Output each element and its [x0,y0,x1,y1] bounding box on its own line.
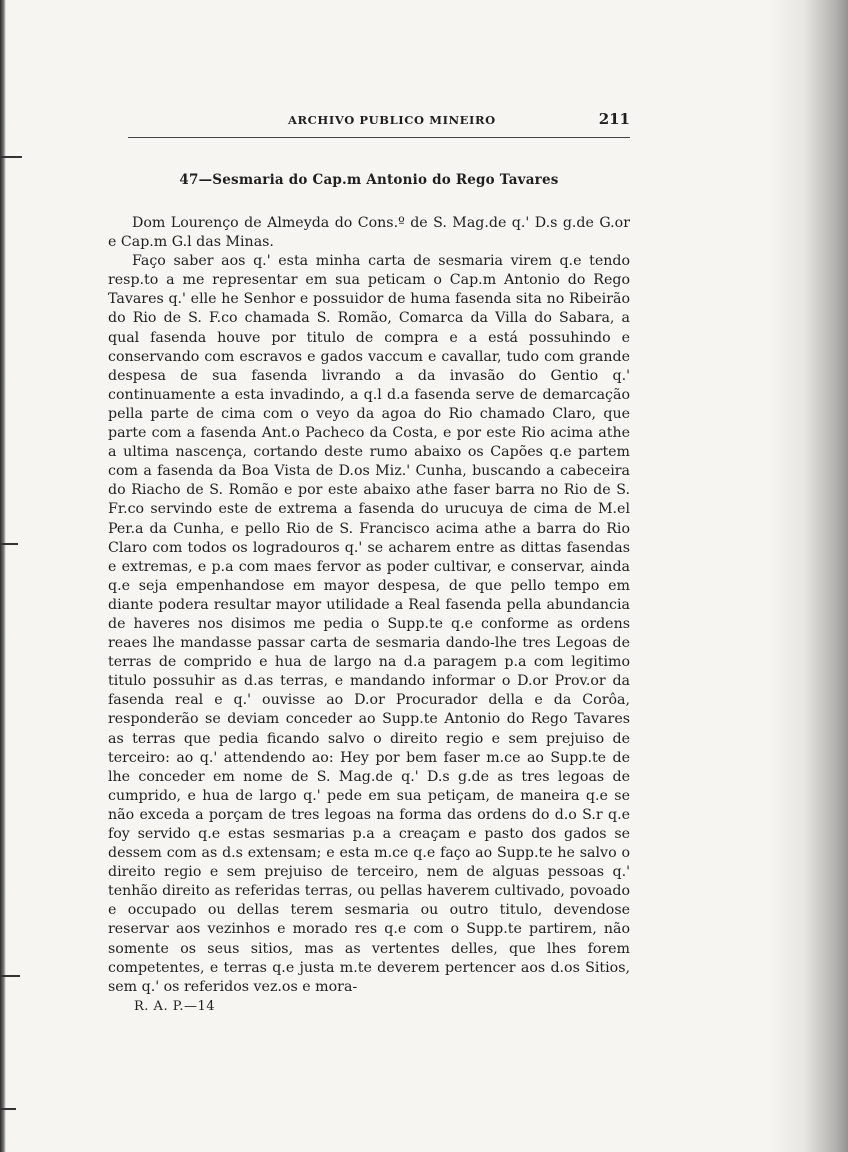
document-body [108,214,630,997]
section-title: 47—Sesmaria do Cap.m Antonio do Rego Tavares [179,172,559,188]
footer-signature: R. A. P.—14 [134,998,215,1014]
header-rule [128,137,630,138]
running-title: ARCHIVO PUBLICO MINEIRO [288,113,496,127]
scan-shadow [768,0,848,1152]
paragraph-text: Faço saber aos q.' esta minha carta de sesmaria virem q.e tendo resp.to a me representar em sua peticam o Cap.m Antonio do Rego Tavares q.' elle he Senhor e possuidor de huma fasenda sita no Ribeirão do Rio de S. F.co chamada S. Romão, Comarca da Villa do Sabara, a qual fasenda houve por titulo de compra e a está possuhindo e conservando com escravos e gados vaccum e cavallar, tudo com grande despesa de sua fasenda livrando a da invasão do Gentio q.' continuamente a esta invadindo, a q.l d.a fasenda serve de demarcação pella parte de cima com o veyo da agoa do Rio chamado Claro, que parte com a fasenda Ant.o Pacheco da Costa, e por este Rio acima athe a ultima nascença, cortando deste rumo abaixo os Capões q.e partem com a fasenda da Boa Vista de D.os Miz.' Cunha, buscando a cabeceira do Riacho de S. Romão e por este abaixo athe faser barra no Rio de S. Fr.co servindo este de extrema a fasenda do urucuya de cima de M.el Per.a da Cunha, e pello Rio de S. Francisco acima athe a barra do Rio Claro com todos os logradouros q.' se acharem entre as dittas fasendas e extremas, e p.a com maes fervor as poder cultivar, e conservar, ainda q.e seja empenhandose em mayor despesa, de que pello tempo em diante podera resultar mayor utilidade a Real fasenda pella abundancia de haveres nos disimos me pedia o Supp.te q.e conforme as ordens reaes lhe mandasse passar carta de sesmaria dando-lhe tres Legoas de terras de comprido e hua de largo na d.a paragem p.a com legitimo titulo possuhir as d.as terras, e mandando informar o D.or Prov.or da fasenda real e q.' ouvisse ao D.or Procurador della e da Corôa, responderão se deviam conceder ao Supp.te Antonio do Rego Tavares as terras que pedia ficando salvo o direito regio e sem prejuiso de terceiro: ao q.' attendendo ao: Hey por bem faser m.ce ao Supp.te de lhe conceder em nome de S. Mag.de q.' D.s g.de as tres legoas de cumprido, e hua de largo q.' pede em sua petiçam, de maneira q.e se não exceda a porçam de tres legoas na forma das ordens do d.o S.r q.e foy servido q.e estas sesmarias p.a a creaçam e pasto dos gados se dessem com as d.s extensam; e esta m.ce q.e faço ao Supp.te he salvo o direito regio e sem prejuiso de terceiro, nem de alguas pessoas q.' tenhão direito as referidas terras, ou pellas haverem cultivado, povoado e occupado ou dellas terem sesmaria ou outro titulo, devendose reservar aos vezinhos e morado res q.e com o Supp.te partirem, não somente os seus sitios, mas as vertentes delles, que lhes forem competentes, e terras q.e justa m.te deverem pertencer aos d.os Sitios, sem q.' os referidos vez.os e mora- [108,253,630,995]
margin-mark [0,975,20,977]
paragraph-heading: Dom Lourenço de Almeyda do Cons.º de S. Mag.de q.' D.s g.de G.or e Cap.m G.l das Minas. [108,215,630,251]
document-page [108,110,630,1014]
running-header [108,110,630,128]
margin-mark [0,156,22,158]
binding-edge [0,0,6,1152]
margin-mark [0,543,18,545]
page-number: 211 [598,110,630,128]
margin-mark [0,1108,16,1110]
